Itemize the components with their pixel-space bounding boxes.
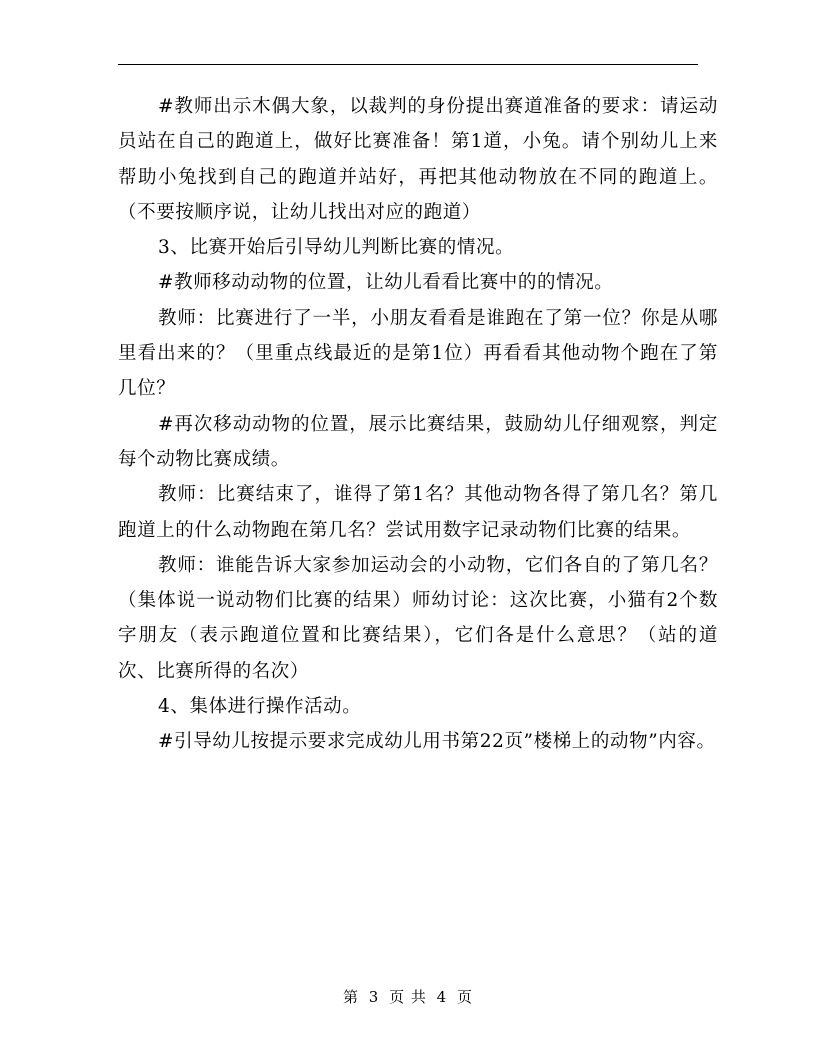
footer-total-pages: 4 [436,988,448,1006]
paragraph-6: 教师：比赛结束了，谁得了第1名？其他动物各得了第几名？第几跑道上的什么动物跑在第几名？尝试用数字记录动物们比赛的结果。 [118,484,718,541]
footer-middle: 页 共 [389,988,427,1006]
paragraph-2: 3、比赛开始后引导幼儿判断比赛的情况。 [158,237,515,259]
paragraph-1: #教师出示木偶大象，以裁判的身份提出赛道准备的要求：请运动员站在自己的跑道上，做好比赛准备！第1道，小兔。请个别幼儿上来帮助小兔找到自己的跑道并站好，再把其他动物放在不同的跑道上。（不要按顺序说，让幼儿找出对应的跑道） [118,96,718,223]
document-body [118,89,718,760]
paragraph-4: 教师：比赛进行了一半，小朋友看看是谁跑在了第一位？你是从哪里看出来的？（里重点线最近的是第1位）再看看其他动物个跑在了第几位？ [118,307,718,400]
footer-prefix: 第 [342,988,359,1006]
page-footer [0,986,816,1007]
paragraph-3: #教师移动动物的位置，让幼儿看看比赛中的的情况。 [158,272,614,294]
paragraph-5: #再次移动动物的位置，展示比赛结果，鼓励幼儿仔细观察，判定每个动物比赛成绩。 [118,413,718,470]
header-rule [118,64,698,65]
paragraph-9: #引导幼儿按提示要求完成幼儿用书第22页”楼梯上的动物”内容。 [158,731,716,753]
paragraph-7: 教师：谁能告诉大家参加运动会的小动物，它们各自的了第几名？（集体说一说动物们比赛的结果）师幼讨论：这次比赛，小猫有2个数字朋友（表示跑道位置和比赛结果），它们各是什么意思？（站的道次、比赛所得的名次） [118,554,718,682]
footer-suffix: 页 [457,988,474,1006]
paragraph-8: 4、集体进行操作活动。 [158,696,362,718]
footer-current-page: 3 [368,988,380,1006]
